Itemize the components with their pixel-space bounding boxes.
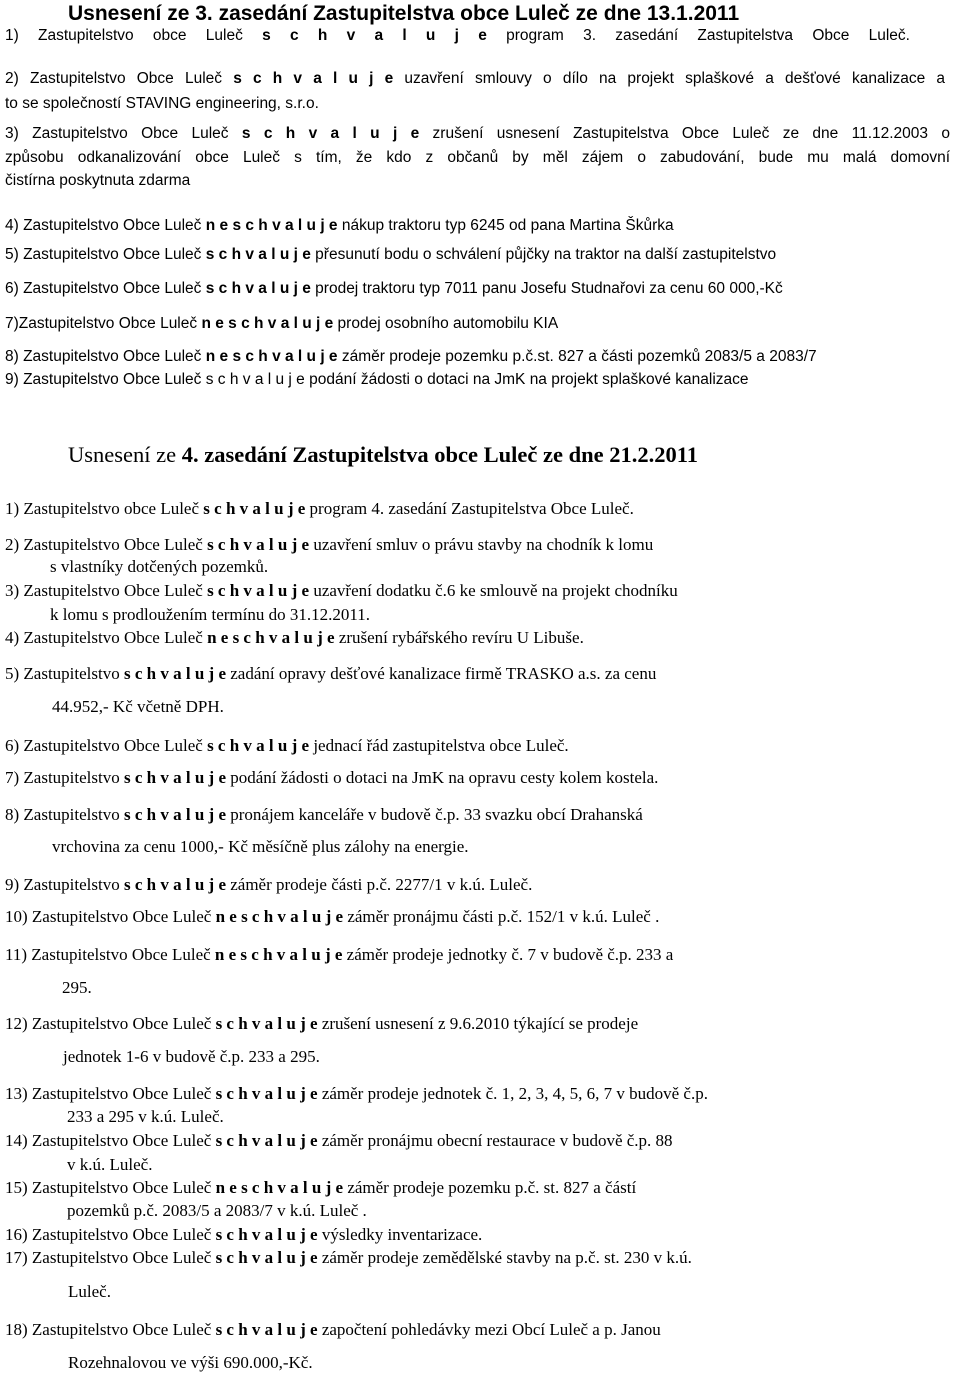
resolution-4-item-18-line-2 [68,1354,313,1371]
resolution-3-item-8-verdict: n e s c h v a l u j e [205,348,338,365]
resolution-4-item-5-text: 5) Zastupitelstvo [5,664,124,683]
resolution-4-item-12-line-1 [5,1015,638,1032]
resolution-3-item-3-line-3 [5,173,190,189]
resolution-title-3: Usnesení ze 3. zasedání Zastupitelstva obce Luleč ze dne 13.1.2011 [68,2,740,25]
resolution-3-item-5-text: 5) Zastupitelstvo Obce Luleč [5,246,206,263]
resolution-3-item-2-text: 2) Zastupitelstvo Obce Luleč [5,70,234,87]
resolution-4-item-15-text: pozemků p.č. 2083/5 a 2083/7 v k.ú. Luleč . [67,1201,367,1220]
resolution-3-item-4-verdict: n e s c h v a l u j e [205,217,338,234]
resolution-4-item-5-text-rest: zadání opravy dešťové kanalizace firmě TRASKO a.s. za cenu [225,664,657,683]
resolution-3-item-3-text: čistírna poskytnuta zdarma [5,172,191,189]
resolution-4-item-4-line-1 [5,629,584,646]
resolution-4-item-2-text: s vlastníky dotčených pozemků. [50,557,269,576]
resolution-4-item-11-line-2 [62,979,92,996]
resolution-4-item-14-line-2 [67,1156,152,1173]
resolution-4-item-11-line-1 [5,946,673,963]
resolution-3-item-2-line-1 [5,71,945,87]
resolution-3-item-3-line-2 [5,150,950,166]
resolution-4-item-10-text: 10) Zastupitelstvo Obce Luleč [5,907,216,926]
resolution-3-item-7-text: 7)Zastupitelstvo Obce Luleč [5,315,202,332]
resolution-4-item-11-text: 11) Zastupitelstvo Obce Luleč [5,945,215,964]
resolution-3-item-5-verdict: s c h v a l u j e [205,246,311,263]
resolution-4-item-9-text-rest: záměr prodeje části p.č. 2277/1 v k.ú. Luleč. [225,875,533,894]
resolution-4-item-11-text-rest: záměr prodeje jednotky č. 7 v budově č.p. 233 a [342,945,674,964]
resolution-4-item-10-line-1 [5,908,659,925]
resolution-3-item-8-line-1 [5,349,817,365]
resolution-3-item-4-text-rest: nákup traktoru typ 6245 od pana Martina Škůrka [337,217,674,234]
resolution-4-item-8-text-rest: pronájem kanceláře v budově č.p. 33 svazku obcí Drahanská [225,805,643,824]
resolution-4-item-18-verdict: s c h v a l u j e [215,1320,318,1339]
resolution-3-item-4-text: 4) Zastupitelstvo Obce Luleč [5,217,206,234]
resolution-4-item-15-text-rest: záměr prodeje pozemku p.č. st. 827 a částí [343,1178,637,1197]
resolution-3-item-9-line-1 [5,372,749,388]
resolution-3-item-2-text: to se společností STAVING engineering, s.r.o. [5,95,319,112]
resolution-3-item-7-line-1 [5,316,558,332]
resolution-3-item-7-text-rest: prodej osobního automobilu KIA [333,315,559,332]
resolution-4-item-14-text: v k.ú. Luleč. [67,1155,153,1174]
resolution-4-item-18-text: 18) Zastupitelstvo Obce Luleč [5,1320,216,1339]
resolution-3-item-5-text-rest: přesunutí bodu o schválení půjčky na traktor na další zastupitelstvo [310,246,777,263]
resolution-4-item-12-verdict: s c h v a l u j e [215,1014,318,1033]
resolution-4-item-10-verdict: n e s c h v a l u j e [215,907,344,926]
resolution-4-item-8-line-2 [52,838,469,855]
resolution-3-item-4-line-1 [5,218,674,234]
resolution-4-item-3-text: 3) Zastupitelstvo Obce Luleč [5,581,208,600]
resolution-4-item-12-text: jednotek 1-6 v budově č.p. 233 a 295. [63,1047,320,1066]
resolution-4-item-8-text: 8) Zastupitelstvo [5,805,124,824]
resolution-4-item-6-text-rest: jednací řád zastupitelstva obce Luleč. [309,736,569,755]
resolution-3-item-6-text: 6) Zastupitelstvo Obce Luleč [5,280,206,297]
resolution-4-item-15-line-2 [67,1202,367,1219]
resolution-3-item-3-text-rest: zrušení usnesení Zastupitelstva Obce Luleč ze dne 11.12.2003 o [419,125,950,142]
resolution-4-item-10-text-rest: záměr pronájmu části p.č. 152/1 v k.ú. Luleč . [343,907,660,926]
resolution-4-item-2-verdict: s c h v a l u j e [207,535,310,554]
resolution-4-item-17-text-rest: záměr prodeje zemědělské stavby na p.č. st. 230 v k.ú. [317,1248,692,1267]
resolution-3-item-3-text: 3) Zastupitelstvo Obce Luleč [5,125,242,142]
resolution-3-item-9-text: 9) Zastupitelstvo Obce Luleč s c h v a l u j e podání žádosti o dotaci na JmK na projekt splaškové kanalizace [5,371,749,388]
resolution-4-item-3-verdict: s c h v a l u j e [207,581,310,600]
resolution-4-item-4-text: 4) Zastupitelstvo Obce Luleč [5,628,208,647]
resolution-4-item-16-verdict: s c h v a l u j e [215,1225,318,1244]
resolution-title-4-prefix: Usnesení ze [68,442,182,467]
resolution-4-item-17-verdict: s c h v a l u j e [215,1248,318,1267]
resolution-4-item-1-verdict: s c h v a l u j e [203,499,306,518]
resolution-3-item-1-text-rest: program 3. zasedání Zastupitelstva Obce Luleč. [486,27,910,44]
resolution-4-item-9-verdict: s c h v a l u j e [123,875,226,894]
resolution-title-4-main: 4. zasedání Zastupitelstva obce Luleč ze dne 21.2.2011 [181,442,698,467]
resolution-4-item-9-line-1 [5,876,532,893]
resolution-3-item-5-line-1 [5,247,776,263]
resolution-4-item-6-verdict: s c h v a l u j e [207,736,310,755]
resolution-4-item-5-text: 44.952,- Kč včetně DPH. [52,697,224,716]
resolution-3-item-6-verdict: s c h v a l u j e [205,280,311,297]
resolution-4-item-11-verdict: n e s c h v a l u j e [214,945,343,964]
resolution-4-item-3-text-rest: uzavření dodatku č.6 ke smlouvě na projekt chodníku [309,581,678,600]
resolution-4-item-18-text: Rozehnalovou ve výši 690.000,-Kč. [68,1353,313,1372]
resolution-3-item-1-line-1 [5,28,910,44]
resolution-4-item-13-line-2 [67,1108,224,1125]
resolution-3-item-3-text: způsobu odkanalizování obce Luleč s tím, že kdo z občanů by měl zájem o zabudování, bude mu malá domovní [5,149,950,166]
resolution-4-item-2-text-rest: uzavření smluv o právu stavby na chodník k lomu [309,535,654,554]
resolution-4-item-6-line-1 [5,737,569,754]
resolution-4-item-2-text: 2) Zastupitelstvo Obce Luleč [5,535,208,554]
resolution-4-item-13-line-1 [5,1085,708,1102]
resolution-4-item-2-line-1 [5,536,653,553]
resolution-4-item-7-text: 7) Zastupitelstvo [5,768,124,787]
resolution-4-item-14-line-1 [5,1132,673,1149]
resolution-4-item-3-line-1 [5,582,678,599]
resolution-3-item-2-line-2 [5,96,319,112]
resolution-4-item-15-verdict: n e s c h v a l u j e [215,1178,344,1197]
resolution-4-item-5-line-1 [5,665,656,682]
resolution-4-item-9-text: 9) Zastupitelstvo [5,875,124,894]
resolution-4-item-7-text-rest: podání žádosti o dotaci na JmK na opravu cesty kolem kostela. [225,768,659,787]
resolution-4-item-1-text-rest: program 4. zasedání Zastupitelstva Obce Luleč. [305,499,634,518]
resolution-title-4 [68,444,698,467]
resolution-4-item-7-line-1 [5,769,658,786]
resolution-4-item-8-text: vrchovina za cenu 1000,- Kč měsíčně plus zálohy na energie. [52,837,469,856]
resolution-4-item-17-text: 17) Zastupitelstvo Obce Luleč [5,1248,216,1267]
resolution-4-item-8-verdict: s c h v a l u j e [123,805,226,824]
resolution-4-item-6-text: 6) Zastupitelstvo Obce Luleč [5,736,208,755]
resolution-4-item-7-verdict: s c h v a l u j e [123,768,226,787]
resolution-4-item-12-text-rest: zrušení usnesení z 9.6.2010 týkající se prodeje [317,1014,639,1033]
resolution-3-item-1-verdict: s c h v a l u j e [262,27,487,44]
resolution-4-item-4-verdict: n e s c h v a l u j e [207,628,335,647]
resolution-3-item-3-verdict: s c h v a l u j e [241,125,420,142]
resolution-4-item-4-text-rest: zrušení rybářského revíru U Libuše. [334,628,584,647]
resolution-4-item-15-line-1 [5,1179,636,1196]
resolution-4-item-16-text: 16) Zastupitelstvo Obce Luleč [5,1225,216,1244]
resolution-4-item-14-verdict: s c h v a l u j e [215,1131,318,1150]
resolution-4-item-3-text: k lomu s prodloužením termínu do 31.12.2011. [50,605,370,624]
resolution-4-item-5-verdict: s c h v a l u j e [123,664,226,683]
resolution-4-item-1-line-1 [5,500,634,517]
resolution-4-item-14-text-rest: záměr pronájmu obecní restaurace v budově č.p. 88 [317,1131,673,1150]
resolution-3-item-2-text-rest: uzavření smlouvy o dílo na projekt splaškové a dešťové kanalizace a [393,70,945,87]
resolution-3-item-8-text: 8) Zastupitelstvo Obce Luleč [5,348,206,365]
resolution-3-item-7-verdict: n e s c h v a l u j e [201,315,334,332]
resolution-4-item-17-line-2 [68,1283,111,1300]
resolution-4-item-12-text: 12) Zastupitelstvo Obce Luleč [5,1014,216,1033]
resolution-4-item-13-verdict: s c h v a l u j e [215,1084,318,1103]
resolution-4-item-3-line-2 [50,606,370,623]
resolution-4-item-14-text: 14) Zastupitelstvo Obce Luleč [5,1131,216,1150]
resolution-4-item-16-text-rest: výsledky inventarizace. [317,1225,483,1244]
resolution-4-item-17-text: Luleč. [68,1282,111,1301]
resolution-3-item-2-verdict: s c h v a l u j e [233,70,394,87]
resolution-4-item-2-line-2 [50,558,268,575]
resolution-3-item-3-line-1 [5,126,950,142]
resolution-4-item-13-text: 13) Zastupitelstvo Obce Luleč [5,1084,216,1103]
resolution-4-item-13-text: 233 a 295 v k.ú. Luleč. [67,1107,224,1126]
resolution-4-item-17-line-1 [5,1249,692,1266]
resolution-4-item-16-line-1 [5,1226,482,1243]
resolution-4-item-1-text: 1) Zastupitelstvo obce Luleč [5,499,204,518]
resolution-3-item-6-text-rest: prodej traktoru typ 7011 panu Josefu Studnařovi za cenu 60 000,-Kč [310,280,783,297]
resolution-4-item-13-text-rest: záměr prodeje jednotek č. 1, 2, 3, 4, 5, 6, 7 v budově č.p. [317,1084,708,1103]
resolution-4-item-18-text-rest: započtení pohledávky mezi Obcí Luleč a p. Janou [317,1320,661,1339]
resolution-4-item-5-line-2 [52,698,224,715]
resolution-4-item-18-line-1 [5,1321,661,1338]
resolution-3-item-6-line-1 [5,281,783,297]
resolution-4-item-11-text: 295. [62,978,92,997]
resolution-4-item-8-line-1 [5,806,643,823]
resolution-4-item-15-text: 15) Zastupitelstvo Obce Luleč [5,1178,216,1197]
resolution-3-item-1-text: 1) Zastupitelstvo obce Luleč [5,27,263,44]
resolution-4-item-12-line-2 [63,1048,320,1065]
resolution-3-item-8-text-rest: záměr prodeje pozemku p.č.st. 827 a části pozemků 2083/5 a 2083/7 [337,348,817,365]
